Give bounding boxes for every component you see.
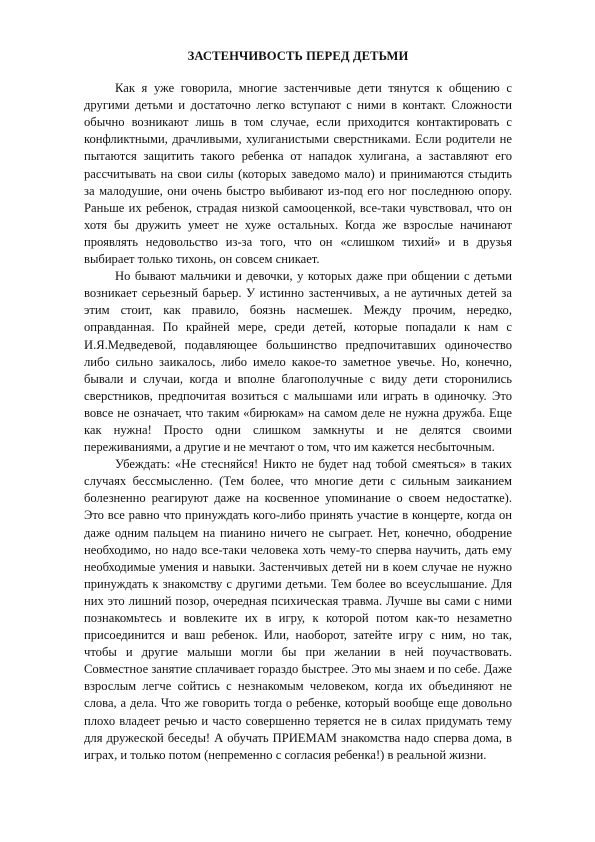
paragraph-2: Но бывают мальчики и девочки, у которых даже при общении с детьми возникает серьезный барьер. У истинно застенчивых, а не аутичных детей за этим стоит, как правило, боязнь насмешек. Между прочим, нередко, оправданная. По крайней мере, среди детей, которые попадали к нам с И.Я.Медведевой, подавляющее большинство предпочитавших одиночество либо сильно заикалось, либо имело какое-то заметное увечье. Но, конечно, бывали и случаи, когда и вполне благополучные с виду дети сторонились сверстников, предпочитая возиться с малышами или играть в одиночку. Это вовсе не означает, что таким «бирюкам» на самом деле не нужна дружба. Еще как нужна! Просто одни слишком замкнуты и не делятся своими переживаниями, а другие и не мечтают о том, что им кажется несбыточным. — [84, 269, 512, 455]
document-title: ЗАСТЕНЧИВОСТЬ ПЕРЕД ДЕТЬМИ — [187, 49, 409, 63]
paragraph-3: Убеждать: «Не стесняйся! Никто не будет над тобой смеяться» в таких случаях бессмысленно. (Тем более, что многие дети с сильным заиканием болезненно реагируют даже на косвенное упоминание о своем недостатке). Это все равно что принуждать кого-либо принять участие в концерте, когда он даже одним пальцем на пианино ничего не сыграет. Нет, конечно, ободрение необходимо, но надо все-таки человека хоть чему-то сперва научить, дать ему необходимые умения и навыки. Застенчивых детей ни в коем случае не нужно принуждать к знакомству с другими детьми. Тем более во всеуслышание. Для них это лишний позор, очередная психическая травма. Лучше вы сами с ними познакомьтесь и вовлеките их в игру, к которой потом как-то незаметно присоединится и ваш ребенок. Или, наоборот, затейте игру с ним, но так, чтобы и другие малыши могли бы при желании в ней поучаствовать. Совместное занятие сплачивает гораздо быстрее. Это мы знаем и по себе. Даже взрослым легче сойтись с незнакомым человеком, когда их объединяют не слова, а дела. Что же говорить тогда о ребенке, который вообще еще довольно плохо владеет речью и часто совершенно теряется не в силах придумать тему для дружеской беседы! А обучать ПРИЕМАМ знакомства надо сперва дома, в играх, и только потом (непременно с согласия ребенка!) в реальной жизни. — [84, 457, 512, 762]
document-page — [84, 48, 512, 764]
paragraph-1: Как я уже говорила, многие застенчивые дети тянутся к общению с другими детьми и достаточно легко вступают с ними в контакт. Сложности обычно возникают лишь в том случае, если приходится контактировать с конфликтными, драчливыми, хулиганистыми сверстниками. Если родители не пытаются защитить такого ребенка от нападок хулигана, а заставляют его рассчитывать на свои силы (которых заведомо мало) и принимаются стыдить за малодушие, они очень быстро выбивают из-под его ног последнюю опору. Раньше их ребенок, страдая низкой самооценкой, все-таки чувствовал, что он хотя бы дружить умеет не хуже остальных. Когда же взрослые начинают проявлять недовольство из-за того, что он «слишком тихий» и в друзья выбирает только тихонь, он совсем сникает. — [84, 81, 512, 267]
